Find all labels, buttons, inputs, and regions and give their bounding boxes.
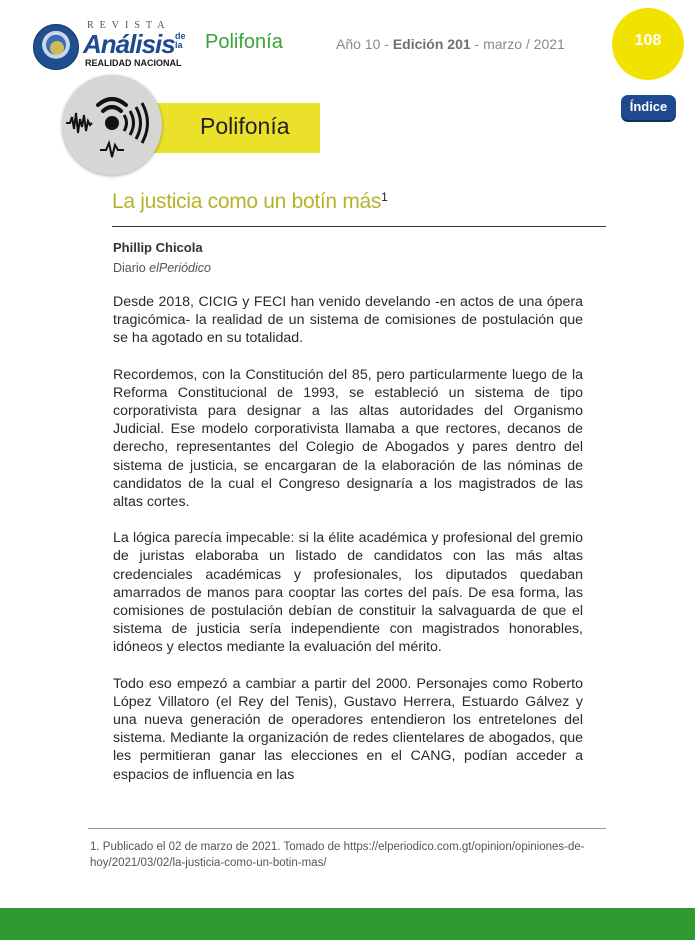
article-title [112, 190, 388, 214]
edition-info [336, 36, 565, 52]
logo-revista-text: REVISTA [87, 20, 171, 31]
logo-de-la-text: de la [175, 31, 186, 50]
section-banner-label: Polifonía [200, 113, 290, 139]
paragraph: Desde 2018, CICIG y FECI han venido develando -en actos de una ópera tragicómica- la realidad de un sistema de comisiones de postulación que se ha agotado en su totalidad. [113, 294, 583, 347]
article-author: Phillip Chicola [113, 240, 203, 255]
article-source [113, 261, 211, 275]
footnote-reference[interactable]: 1 [381, 190, 388, 204]
edition-label: Edición 201 [392, 36, 471, 52]
source-name: elPeriódico [149, 261, 211, 275]
article-body [113, 293, 583, 802]
paragraph: Recordemos, con la Constitución del 85, pero particularmente luego de la Reforma Constitucional de 1993, se estableció un sistema de tipo corporativista para designar a las altas autoridades del Organismo Judicial. Ese modelo corporativista llamaba a que rectores, decanos de derecho, representantes del Colegio de Abogados y pares dentro del sistema de justicia, se encargaran de la elaboración de las nóminas de candidatos de la cual el Congreso designaría a los magistrados de las altas cortes. [113, 366, 583, 511]
logo-analisis-text: Análisis [83, 29, 175, 59]
podcast-wifi-waveform-icon [62, 75, 162, 175]
footer-bar [0, 908, 695, 940]
footnote-divider [88, 828, 606, 829]
paragraph: La lógica parecía impecable: si la élite académica y profesional del gremio de juristas elaboraba un listado de candidatos con las más altas credenciales académicas y profesionales, los diputados quedaban amarrados de manos para cooptar las cortes del país. De esa forma, las comisiones de postulación debían de constituir la salvaguarda de que el sistema de justicia sería independiente con magistrados honorables, idóneos y electos mediante la evaluación del mérito. [113, 530, 583, 656]
magazine-logo [33, 20, 193, 72]
header-section-name: Polifonía [205, 31, 283, 53]
year-label: Año 10 [336, 36, 381, 52]
footnote-text: 1. Publicado el 02 de marzo de 2021. Tomado de https://elperiodico.com.gt/opinion/opiniones-de-hoy/2021/03/02/la-justicia-como-un-botin-mas/ [90, 841, 585, 869]
separator: - [474, 36, 480, 52]
page-number-badge: 108 [612, 8, 684, 80]
index-button[interactable]: Índice [621, 95, 676, 120]
separator: - [384, 36, 389, 52]
logo-realidad-text: REALIDAD NACIONAL [85, 58, 182, 68]
title-divider [112, 226, 606, 227]
article-title-text: La justicia como un botín más [112, 190, 382, 213]
source-prefix: Diario [113, 261, 146, 275]
date-label: marzo / 2021 [483, 36, 565, 52]
paragraph: Todo eso empezó a cambiar a partir del 2000. Personajes como Roberto López Villatoro (el Rey del Tenis), Gustavo Herrera, Estuardo Gálvez y una nueva generación de operadores entendieron los entretelones del sistema. Mediante la organización de redes clientelares de abogados, que les permitieran ganar las elecciones en el CANG, podían acceder a espacios de influencia en las [113, 675, 583, 783]
university-seal-icon [33, 24, 79, 70]
